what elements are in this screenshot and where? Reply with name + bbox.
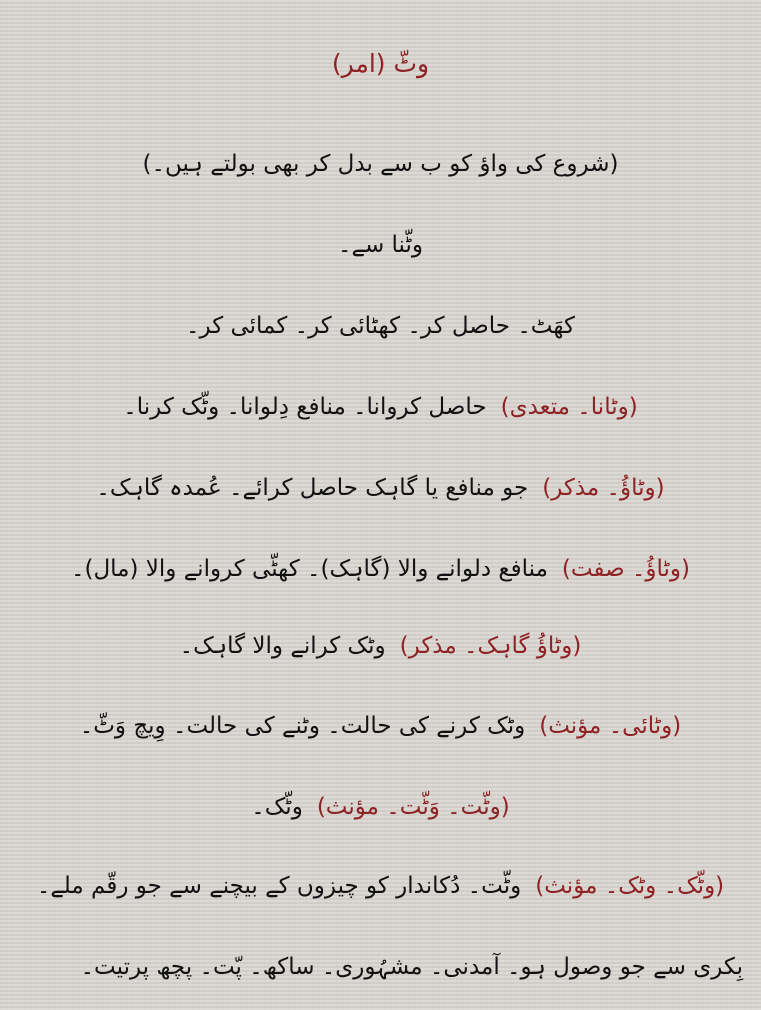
grammar-tag: (وٹانا۔ متعدی) — [500, 394, 638, 420]
grammar-tag: (وٹّک۔ وٹک۔ مؤنث) — [535, 873, 725, 899]
definition-text: جو منافع یا گاہک حاصل کرائے۔ عُمدہ گاہک۔ — [96, 475, 529, 501]
definition-text: وٹّت۔ دُکاندار کو چیزوں کے بیچنے سے جو رقّم ملے۔ — [36, 873, 522, 899]
entry-title: وٹّ (امر) — [331, 49, 430, 78]
text-line-1: (شروع کی واؤ کو ب سے بدل کر بھی بولتے ہیں۔) — [142, 151, 619, 177]
grammar-tag: (وٹاؤُ۔ مذکر) — [542, 475, 665, 501]
definition-text: وٹّک۔ — [251, 794, 303, 820]
grammar-tag: (وٹّت۔ وَٹّت۔ مؤنث) — [316, 794, 510, 820]
text-line-9 — [10, 791, 751, 823]
text-line-5 — [10, 472, 751, 504]
text-line-2: وٹّنا سے۔ — [338, 232, 423, 258]
definition-text: حاصل کروانا۔ منافع دِلوانا۔ وٹّک کرنا۔ — [123, 394, 487, 420]
grammar-tag: (وٹاؤُ۔ صفت) — [561, 556, 690, 582]
text-line-10 — [10, 870, 751, 902]
definition-text: وٹک کرنے کی حالت۔ وٹنے کی حالت۔ وِیچ وَٹّ۔ — [79, 713, 526, 739]
text-line-8 — [10, 710, 751, 742]
text-line-4 — [10, 391, 751, 423]
definition-text: منافع دلوانے والا (گاہک)۔ کھٹّی کروانے والا (مال)۔ — [71, 556, 548, 582]
text-line-6 — [10, 553, 751, 585]
text-line-7 — [10, 630, 751, 662]
text-line-11: بِکری سے جو وصول ہو۔ آمدنی۔ مشہُوری۔ ساکھ۔ پّت۔ پچھ پرتیت۔ — [80, 954, 743, 980]
grammar-tag: (وٹائی۔ مؤنث) — [539, 713, 682, 739]
text-line-3: کھَٹ۔ حاصل کر۔ کھٹائی کر۔ کمائی کر۔ — [186, 313, 575, 339]
definition-text: وٹک کرانے والا گاہک۔ — [179, 633, 386, 659]
grammar-tag: (وٹاؤُ گاہک۔ مذکر) — [399, 633, 582, 659]
